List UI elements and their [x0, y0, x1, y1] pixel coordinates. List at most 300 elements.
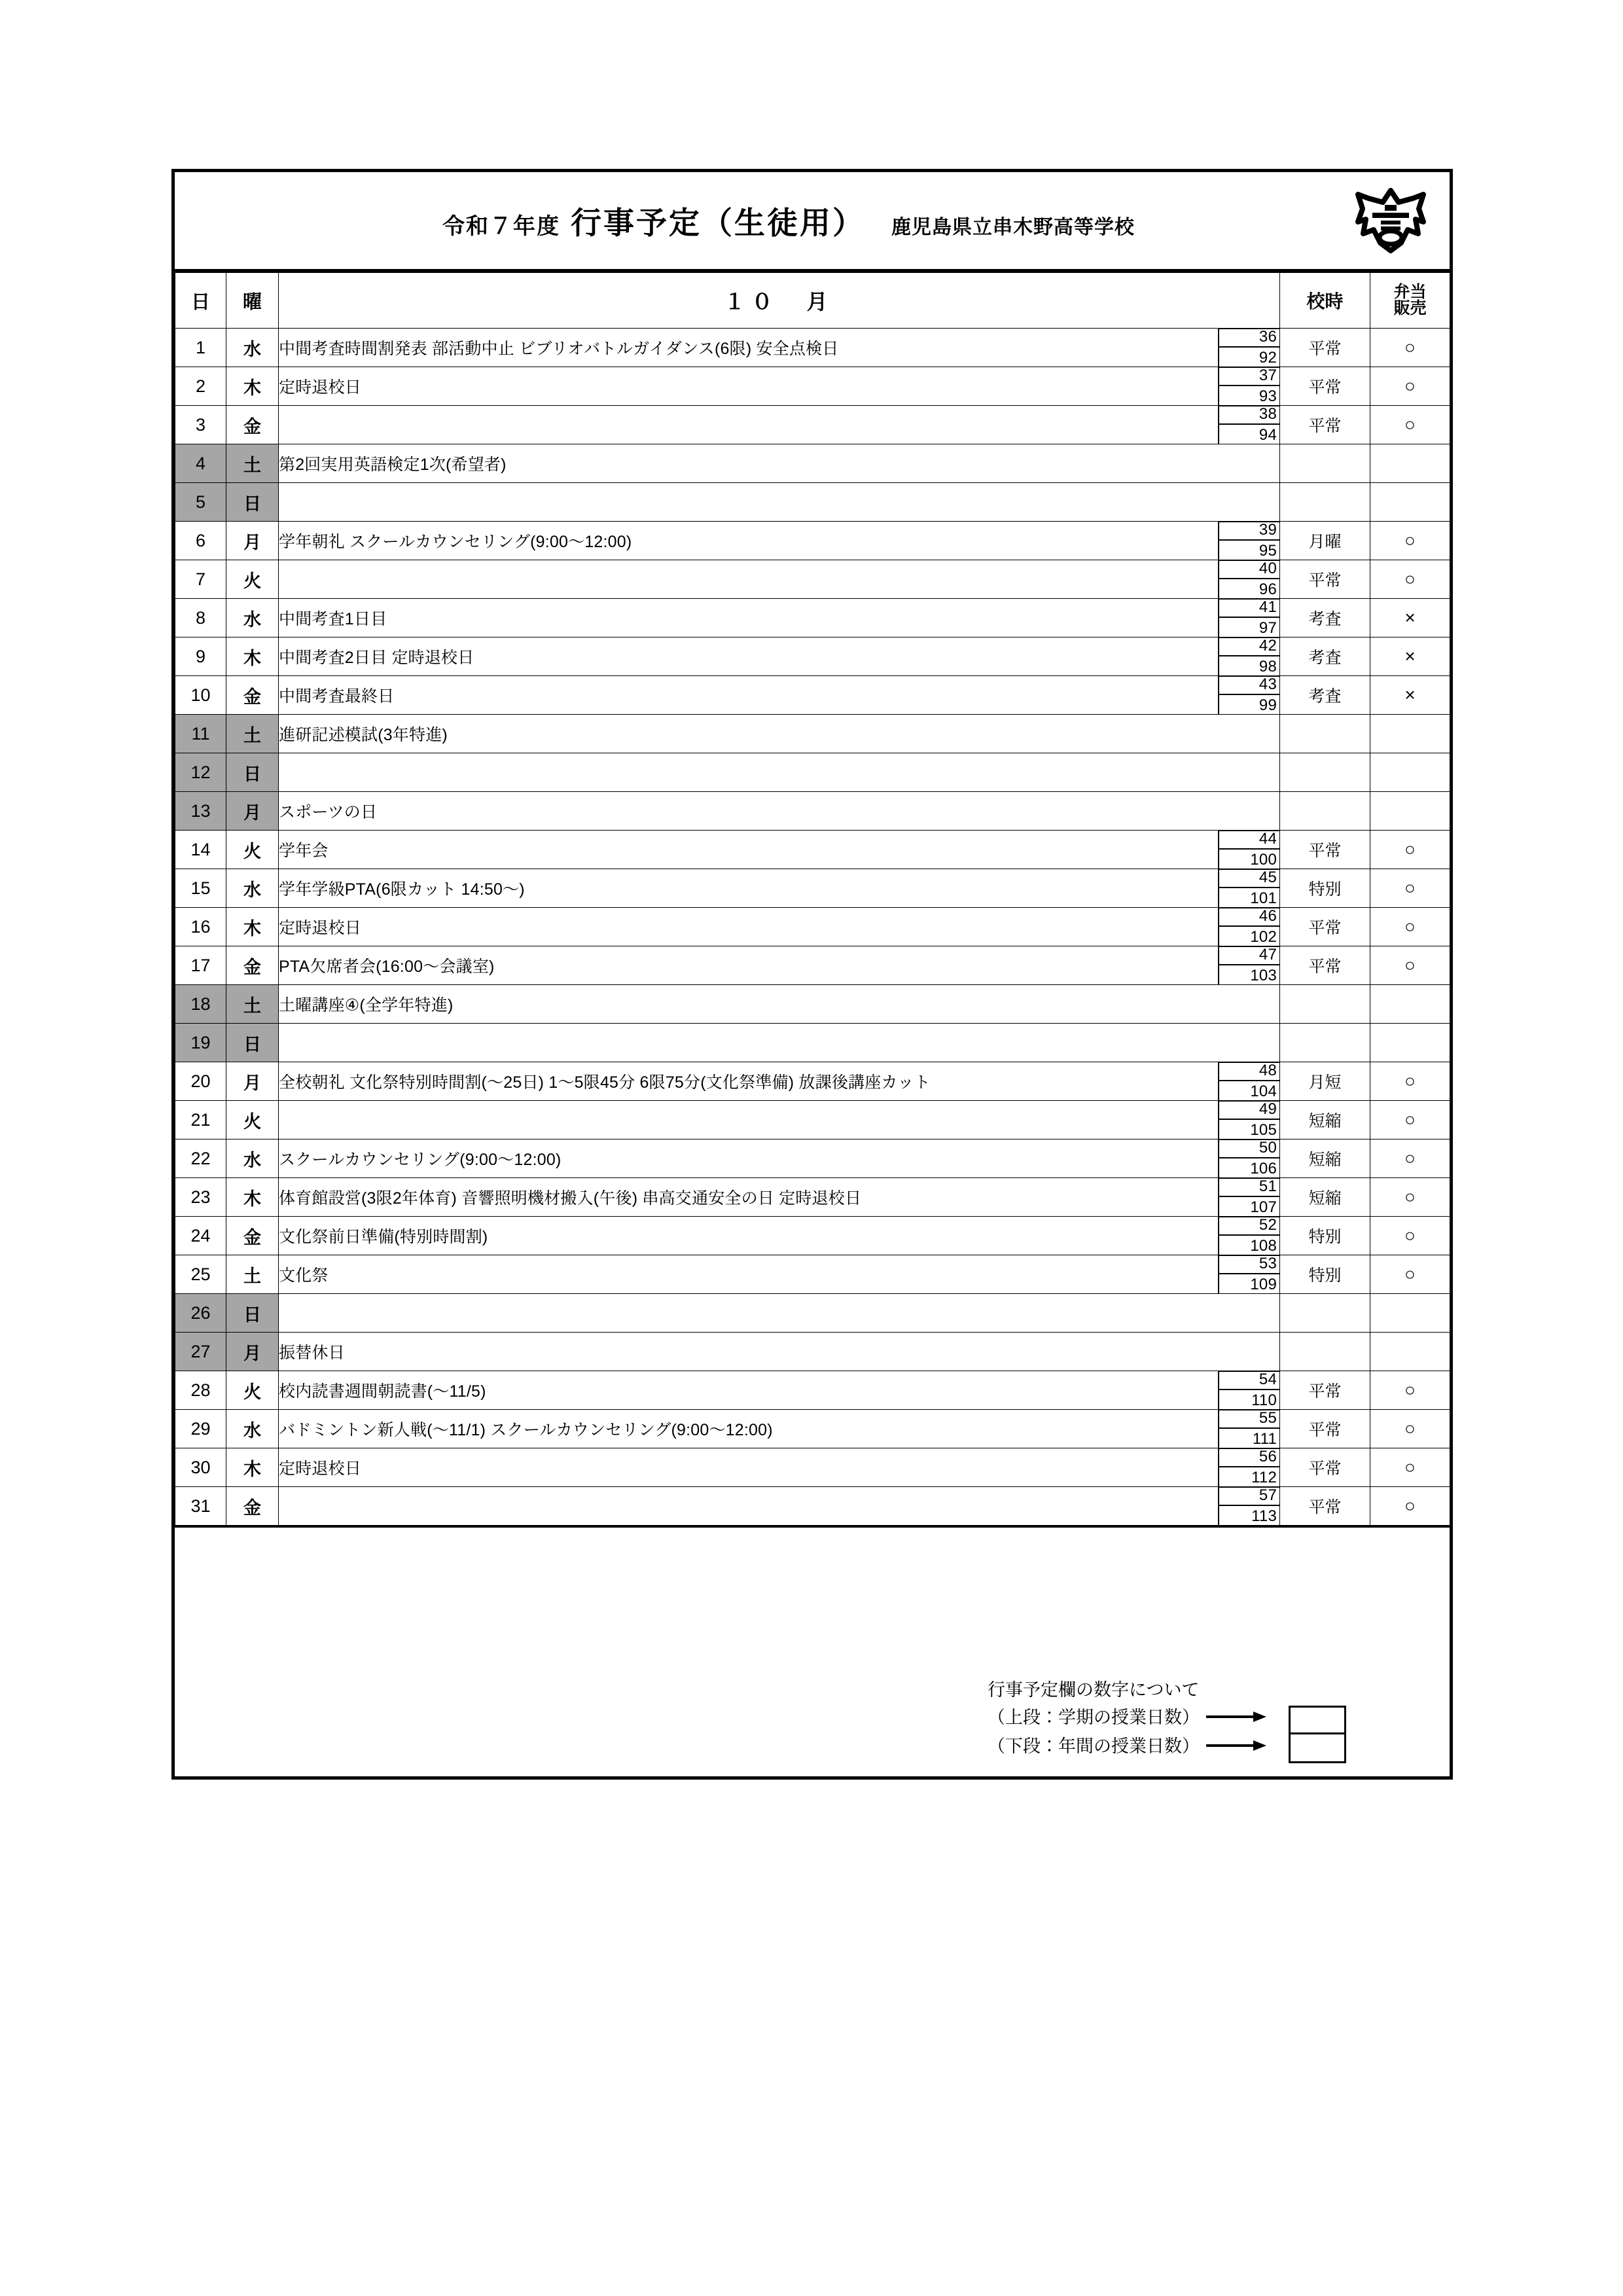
cell-bento-sale: ○: [1370, 1448, 1450, 1487]
cell-weekday: 月: [226, 1062, 279, 1101]
cell-day: 14: [175, 831, 226, 869]
lesson-day-counter: [1218, 560, 1279, 599]
cell-period: 考査: [1280, 599, 1370, 637]
arrow-right-icon: [1206, 1712, 1269, 1721]
cell-weekday: 水: [226, 869, 279, 908]
event-text: 定時退校日: [279, 919, 362, 937]
table-row: [175, 1294, 1450, 1333]
cell-event: [279, 1410, 1280, 1448]
cell-weekday: 金: [226, 676, 279, 715]
cell-period: 特別: [1280, 1255, 1370, 1294]
year-lesson-days: 110: [1251, 1391, 1277, 1409]
lesson-day-counter: [1218, 1178, 1279, 1217]
cell-day: 6: [175, 522, 226, 560]
cell-day: 15: [175, 869, 226, 908]
cell-event: [279, 831, 1280, 869]
cell-day: 13: [175, 792, 226, 831]
cell-bento-sale: ○: [1370, 869, 1450, 908]
lesson-day-counter: [1218, 869, 1279, 908]
lesson-day-counter: [1218, 1062, 1279, 1101]
cell-day: 29: [175, 1410, 226, 1448]
year-lesson-days: 96: [1258, 580, 1277, 598]
cell-weekday: 火: [226, 1101, 279, 1139]
event-text: スポーツの日: [279, 803, 378, 821]
cell-weekday: 日: [226, 1024, 279, 1062]
cell-period: 特別: [1280, 869, 1370, 908]
cell-day: 30: [175, 1448, 226, 1487]
cell-bento-sale: [1370, 753, 1450, 792]
legend-row-upper: [988, 1703, 1269, 1732]
notes-area: [175, 1526, 1450, 1776]
cell-period: 平常: [1280, 1371, 1370, 1410]
cell-day: 28: [175, 1371, 226, 1410]
cell-event: [279, 1062, 1280, 1101]
cell-event: [279, 1139, 1280, 1178]
event-text: 校内読書週間朝読書(〜11/5): [279, 1382, 486, 1401]
table-row: [175, 831, 1450, 869]
lesson-day-counter: [1218, 831, 1279, 869]
lesson-day-counter: [1218, 1217, 1279, 1255]
event-text: 第2回実用英語検定1次(希望者): [279, 456, 507, 474]
fiscal-year-label: 令和７年度: [442, 213, 560, 239]
cell-day: 17: [175, 946, 226, 985]
cell-bento-sale: ×: [1370, 599, 1450, 637]
term-lesson-days: 37: [1219, 367, 1279, 386]
term-lesson-days: 43: [1219, 676, 1279, 695]
cell-day: 18: [175, 985, 226, 1024]
lesson-day-counter: [1218, 406, 1279, 444]
cell-bento-sale: ○: [1370, 946, 1450, 985]
year-lesson-days: 93: [1258, 387, 1277, 405]
cell-day: 21: [175, 1101, 226, 1139]
year-lesson-days: 99: [1258, 696, 1277, 714]
lesson-day-counter: [1218, 637, 1279, 676]
calendar-sheet: [171, 169, 1453, 1780]
lesson-day-counter: [1218, 1410, 1279, 1448]
table-row: [175, 1101, 1450, 1139]
term-lesson-days: 44: [1219, 831, 1279, 850]
table-row: [175, 1178, 1450, 1217]
cell-weekday: 水: [226, 1139, 279, 1178]
cell-period: [1280, 1333, 1370, 1371]
cell-day: 24: [175, 1217, 226, 1255]
cell-period: 平常: [1280, 406, 1370, 444]
event-text: 定時退校日: [279, 1460, 362, 1478]
cell-weekday: 土: [226, 444, 279, 483]
cell-period: 平常: [1280, 560, 1370, 599]
cell-event: [279, 406, 1280, 444]
legend-counter-top-cell: [1291, 1708, 1344, 1734]
cell-bento-sale: ○: [1370, 1487, 1450, 1526]
cell-weekday: 金: [226, 946, 279, 985]
event-text: 中間考査最終日: [279, 687, 395, 706]
col-header-bento-line2: 販売: [1393, 299, 1427, 317]
year-lesson-days: 109: [1250, 1275, 1277, 1293]
cell-period: 平常: [1280, 367, 1370, 406]
cell-weekday: 日: [226, 1294, 279, 1333]
cell-period: 月短: [1280, 1062, 1370, 1101]
col-header-period: 校時: [1280, 272, 1370, 329]
cell-period: [1280, 715, 1370, 753]
cell-event: [279, 1371, 1280, 1410]
year-lesson-days: 101: [1250, 889, 1277, 907]
cell-day: 7: [175, 560, 226, 599]
cell-weekday: 木: [226, 908, 279, 946]
event-text: 学年学級PTA(6限カット 14:50〜): [279, 880, 525, 899]
table-row: [175, 1487, 1450, 1526]
term-lesson-days: 47: [1219, 946, 1279, 965]
term-lesson-days: 49: [1219, 1101, 1279, 1120]
cell-event: [279, 367, 1280, 406]
table-row: [175, 1062, 1450, 1101]
cell-weekday: 水: [226, 1410, 279, 1448]
calendar-body: [175, 329, 1450, 1526]
term-lesson-days: 52: [1219, 1217, 1279, 1236]
lesson-day-counter: [1218, 1371, 1279, 1410]
table-row: [175, 1448, 1450, 1487]
cell-period: 特別: [1280, 1217, 1370, 1255]
cell-weekday: 日: [226, 483, 279, 522]
lesson-day-counter: [1218, 1448, 1279, 1487]
table-row: [175, 1024, 1450, 1062]
year-lesson-days: 102: [1250, 927, 1277, 946]
year-lesson-days: 97: [1258, 619, 1277, 637]
term-lesson-days: 39: [1219, 522, 1279, 541]
event-text: スクールカウンセリング(9:00〜12:00): [279, 1151, 562, 1169]
col-header-weekday: 曜: [226, 272, 279, 329]
term-lesson-days: 40: [1219, 560, 1279, 579]
table-row: [175, 522, 1450, 560]
table-row: [175, 599, 1450, 637]
cell-period: [1280, 1024, 1370, 1062]
col-header-month: １０ 月: [279, 272, 1280, 329]
cell-bento-sale: ○: [1370, 1255, 1450, 1294]
cell-weekday: 火: [226, 831, 279, 869]
cell-event: [279, 599, 1280, 637]
cell-period: 平常: [1280, 1410, 1370, 1448]
year-lesson-days: 94: [1258, 425, 1277, 444]
cell-period: 平常: [1280, 908, 1370, 946]
table-row: [175, 1333, 1450, 1371]
table-row: [175, 444, 1450, 483]
cell-event: [279, 908, 1280, 946]
event-text: 全校朝礼 文化祭特別時間割(〜25日) 1〜5限45分 6限75分(文化祭準備) 放課後講座カット: [279, 1073, 931, 1092]
term-lesson-days: 38: [1219, 406, 1279, 425]
cell-day: 23: [175, 1178, 226, 1217]
lesson-day-counter: [1218, 1487, 1279, 1526]
cell-period: 考査: [1280, 676, 1370, 715]
legend-counter-box: [1289, 1706, 1346, 1763]
legend-counter-bottom-cell: [1291, 1734, 1344, 1761]
cell-weekday: 木: [226, 367, 279, 406]
cell-bento-sale: ○: [1370, 1410, 1450, 1448]
lesson-day-counter: [1218, 676, 1279, 715]
lesson-day-counter: [1218, 946, 1279, 985]
lesson-day-counter: [1218, 908, 1279, 946]
col-header-bento-line1: 弁当: [1393, 282, 1427, 301]
cell-weekday: 水: [226, 599, 279, 637]
cell-day: 27: [175, 1333, 226, 1371]
cell-day: 16: [175, 908, 226, 946]
event-text: 学年会: [279, 842, 329, 860]
year-lesson-days: 111: [1252, 1429, 1277, 1448]
event-text: 定時退校日: [279, 378, 362, 397]
cell-event: [279, 1294, 1280, 1333]
cell-day: 19: [175, 1024, 226, 1062]
lesson-day-counter: [1218, 599, 1279, 637]
cell-weekday: 水: [226, 329, 279, 367]
term-lesson-days: 36: [1219, 329, 1279, 348]
table-row: [175, 483, 1450, 522]
cell-period: 考査: [1280, 637, 1370, 676]
cell-bento-sale: ○: [1370, 329, 1450, 367]
cell-event: [279, 1333, 1280, 1371]
cell-weekday: 木: [226, 637, 279, 676]
term-lesson-days: 45: [1219, 869, 1279, 888]
cell-event: [279, 444, 1280, 483]
cell-event: [279, 869, 1280, 908]
cell-bento-sale: ○: [1370, 1178, 1450, 1217]
cell-day: 26: [175, 1294, 226, 1333]
cell-period: 平常: [1280, 329, 1370, 367]
year-lesson-days: 108: [1250, 1236, 1277, 1255]
cell-weekday: 月: [226, 792, 279, 831]
table-row: [175, 869, 1450, 908]
term-lesson-days: 51: [1219, 1178, 1279, 1197]
event-text: 中間考査1日目: [279, 610, 387, 628]
col-header-day: 日: [175, 272, 226, 329]
cell-event: [279, 792, 1280, 831]
cell-weekday: 金: [226, 406, 279, 444]
cell-event: [279, 1024, 1280, 1062]
cell-event: [279, 1487, 1280, 1526]
title-group: [442, 199, 1135, 243]
table-row: [175, 1255, 1450, 1294]
cell-period: [1280, 985, 1370, 1024]
lesson-day-counter: [1218, 1255, 1279, 1294]
cell-period: [1280, 792, 1370, 831]
table-row: [175, 1217, 1450, 1255]
event-text: 文化祭: [279, 1266, 329, 1285]
year-lesson-days: 100: [1250, 850, 1277, 869]
cell-event: [279, 715, 1280, 753]
cell-bento-sale: ○: [1370, 1371, 1450, 1410]
cell-weekday: 木: [226, 1178, 279, 1217]
cell-bento-sale: ○: [1370, 560, 1450, 599]
table-row: [175, 715, 1450, 753]
cell-weekday: 金: [226, 1487, 279, 1526]
table-row: [175, 329, 1450, 367]
table-row: [175, 753, 1450, 792]
cell-weekday: 土: [226, 715, 279, 753]
cell-bento-sale: ○: [1370, 1139, 1450, 1178]
cell-period: 短縮: [1280, 1178, 1370, 1217]
cell-period: 平常: [1280, 1487, 1370, 1526]
term-lesson-days: 53: [1219, 1255, 1279, 1274]
table-row: [175, 406, 1450, 444]
cell-weekday: 日: [226, 753, 279, 792]
cell-bento-sale: ○: [1370, 831, 1450, 869]
table-row: [175, 560, 1450, 599]
cell-day: 3: [175, 406, 226, 444]
table-row: [175, 637, 1450, 676]
event-text: 文化祭前日準備(特別時間割): [279, 1228, 488, 1246]
table-row: [175, 985, 1450, 1024]
event-text: 振替休日: [279, 1344, 345, 1362]
cell-day: 31: [175, 1487, 226, 1526]
table-row: [175, 676, 1450, 715]
cell-bento-sale: ○: [1370, 1062, 1450, 1101]
cell-bento-sale: ○: [1370, 406, 1450, 444]
cell-bento-sale: [1370, 444, 1450, 483]
year-lesson-days: 103: [1250, 966, 1277, 984]
table-row: [175, 1371, 1450, 1410]
table-row: [175, 792, 1450, 831]
cell-period: [1280, 753, 1370, 792]
cell-day: 20: [175, 1062, 226, 1101]
cell-bento-sale: ○: [1370, 522, 1450, 560]
cell-period: [1280, 1294, 1370, 1333]
cell-period: 平常: [1280, 946, 1370, 985]
cell-period: 平常: [1280, 831, 1370, 869]
term-lesson-days: 46: [1219, 908, 1279, 927]
calendar-table: [175, 271, 1450, 1526]
legend-row-lower: [988, 1732, 1269, 1761]
cell-event: [279, 676, 1280, 715]
cell-bento-sale: [1370, 715, 1450, 753]
cell-day: 25: [175, 1255, 226, 1294]
event-text: 中間考査2日目 定時退校日: [279, 649, 474, 667]
term-lesson-days: 57: [1219, 1487, 1279, 1506]
term-lesson-days: 42: [1219, 637, 1279, 656]
term-lesson-days: 41: [1219, 599, 1279, 618]
table-row: [175, 1139, 1450, 1178]
school-name-label: 鹿児島県立串木野高等学校: [891, 216, 1135, 238]
year-lesson-days: 95: [1258, 541, 1277, 560]
cell-day: 11: [175, 715, 226, 753]
event-text: 土曜講座④(全学年特進): [279, 996, 454, 1014]
term-lesson-days: 56: [1219, 1448, 1279, 1467]
event-text: PTA欠席者会(16:00〜会議室): [279, 958, 495, 976]
cell-event: [279, 946, 1280, 985]
year-lesson-days: 112: [1251, 1468, 1277, 1486]
col-header-bento: [1370, 272, 1450, 329]
term-lesson-days: 55: [1219, 1410, 1279, 1429]
cell-bento-sale: ○: [1370, 367, 1450, 406]
term-lesson-days: 54: [1219, 1371, 1279, 1390]
cell-event: [279, 637, 1280, 676]
cell-bento-sale: ×: [1370, 637, 1450, 676]
cell-bento-sale: [1370, 985, 1450, 1024]
cell-period: 月曜: [1280, 522, 1370, 560]
cell-event: [279, 329, 1280, 367]
table-row: [175, 946, 1450, 985]
year-lesson-days: 105: [1250, 1121, 1277, 1139]
cell-period: [1280, 444, 1370, 483]
event-text: 体育館設営(3限2年体育) 音響照明機材搬入(午後) 串高交通安全の日 定時退校日: [279, 1189, 862, 1208]
cell-bento-sale: ○: [1370, 1101, 1450, 1139]
cell-weekday: 金: [226, 1217, 279, 1255]
lesson-day-counter: [1218, 522, 1279, 560]
term-lesson-days: 50: [1219, 1139, 1279, 1158]
cell-period: 短縮: [1280, 1139, 1370, 1178]
legend: [988, 1678, 1269, 1761]
year-lesson-days: 106: [1250, 1159, 1277, 1177]
cell-weekday: 火: [226, 1371, 279, 1410]
cell-day: 22: [175, 1139, 226, 1178]
table-header-row: [175, 272, 1450, 329]
cell-bento-sale: ○: [1370, 908, 1450, 946]
cell-bento-sale: [1370, 1294, 1450, 1333]
cell-day: 2: [175, 367, 226, 406]
cell-bento-sale: ○: [1370, 1217, 1450, 1255]
page-title: 行事予定（生徒用）: [571, 205, 865, 240]
cell-bento-sale: [1370, 483, 1450, 522]
table-row: [175, 908, 1450, 946]
cell-event: [279, 1178, 1280, 1217]
year-lesson-days: 104: [1250, 1082, 1277, 1100]
event-text: バドミントン新人戦(〜11/1) スクールカウンセリング(9:00〜12:00): [279, 1421, 773, 1439]
lesson-day-counter: [1218, 1139, 1279, 1178]
cell-event: [279, 1217, 1280, 1255]
lesson-day-counter: [1218, 1101, 1279, 1139]
lesson-day-counter: [1218, 329, 1279, 367]
table-row: [175, 1410, 1450, 1448]
cell-event: [279, 483, 1280, 522]
year-lesson-days: 113: [1251, 1507, 1277, 1525]
cell-day: 1: [175, 329, 226, 367]
cell-event: [279, 1101, 1280, 1139]
cell-event: [279, 522, 1280, 560]
cell-day: 10: [175, 676, 226, 715]
term-lesson-days: 48: [1219, 1062, 1279, 1081]
cell-bento-sale: ×: [1370, 676, 1450, 715]
year-lesson-days: 107: [1250, 1198, 1277, 1216]
cell-day: 12: [175, 753, 226, 792]
cell-day: 5: [175, 483, 226, 522]
event-text: 学年朝礼 スクールカウンセリング(9:00〜12:00): [279, 533, 632, 551]
year-lesson-days: 92: [1258, 348, 1277, 367]
lesson-day-counter: [1218, 367, 1279, 406]
cell-weekday: 土: [226, 1255, 279, 1294]
cell-weekday: 月: [226, 1333, 279, 1371]
arrow-right-icon: [1206, 1740, 1269, 1749]
cell-day: 4: [175, 444, 226, 483]
cell-event: [279, 560, 1280, 599]
cell-event: [279, 1255, 1280, 1294]
cell-weekday: 火: [226, 560, 279, 599]
school-crest-icon: [1350, 187, 1431, 255]
event-text: 中間考査時間割発表 部活動中止 ビブリオバトルガイダンス(6限) 安全点検日: [279, 340, 839, 358]
year-lesson-days: 98: [1258, 657, 1277, 675]
cell-bento-sale: [1370, 1024, 1450, 1062]
cell-period: 短縮: [1280, 1101, 1370, 1139]
title-band: [175, 172, 1450, 271]
cell-event: [279, 753, 1280, 792]
cell-bento-sale: [1370, 1333, 1450, 1371]
cell-weekday: 木: [226, 1448, 279, 1487]
cell-period: [1280, 483, 1370, 522]
cell-bento-sale: [1370, 792, 1450, 831]
cell-day: 8: [175, 599, 226, 637]
legend-title: 行事予定欄の数字について: [988, 1679, 1200, 1700]
cell-day: 9: [175, 637, 226, 676]
cell-weekday: 月: [226, 522, 279, 560]
cell-event: [279, 1448, 1280, 1487]
cell-weekday: 土: [226, 985, 279, 1024]
table-row: [175, 367, 1450, 406]
legend-lower-label: （下段：年間の授業日数）: [988, 1736, 1200, 1756]
